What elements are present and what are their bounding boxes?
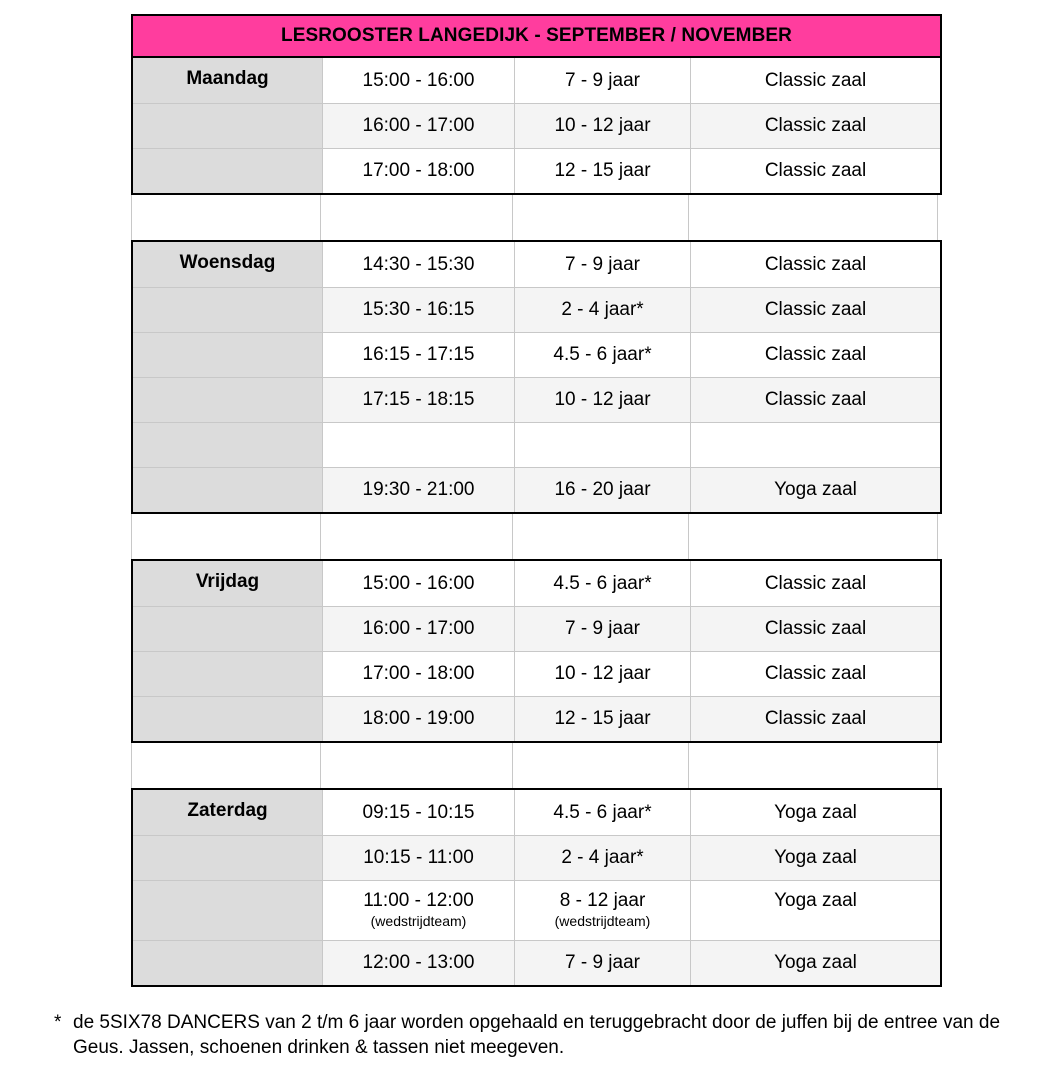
spacer-row bbox=[131, 743, 942, 788]
age-cell-text: 12 - 15 jaar bbox=[554, 708, 651, 729]
room-cell bbox=[690, 697, 940, 741]
age-cell bbox=[514, 288, 690, 332]
room-cell-text: Yoga zaal bbox=[774, 952, 857, 973]
time-cell bbox=[322, 468, 514, 512]
day-cell bbox=[133, 836, 322, 880]
day-cell bbox=[133, 697, 322, 741]
room-cell-text: Classic zaal bbox=[764, 160, 867, 181]
time-cell-text: 14:30 - 15:30 bbox=[362, 253, 475, 275]
time-cell bbox=[322, 288, 514, 332]
age-cell bbox=[514, 881, 690, 940]
day-cell bbox=[133, 149, 322, 193]
time-cell bbox=[322, 58, 514, 103]
room-cell-text: Classic zaal bbox=[764, 572, 867, 594]
table-row bbox=[133, 332, 940, 377]
time-cell-text: 12:00 - 13:00 bbox=[362, 952, 475, 973]
age-cell-text: 10 - 12 jaar bbox=[554, 115, 651, 136]
room-cell-text: Classic zaal bbox=[764, 344, 867, 365]
table-row bbox=[133, 242, 940, 287]
time-cell bbox=[322, 790, 514, 835]
room-cell bbox=[690, 58, 940, 103]
time-cell-text: 17:15 - 18:15 bbox=[362, 389, 475, 410]
room-cell bbox=[690, 288, 940, 332]
room-cell-text: Classic zaal bbox=[764, 663, 867, 684]
age-cell-text: 7 - 9 jaar bbox=[565, 618, 640, 639]
room-cell-text: Yoga zaal bbox=[774, 479, 857, 500]
time-cell bbox=[322, 378, 514, 422]
day-cell: Woensdag bbox=[133, 242, 322, 287]
age-cell-text: 2 - 4 jaar* bbox=[561, 847, 644, 868]
table-row bbox=[133, 377, 940, 422]
age-cell-text: 10 - 12 jaar bbox=[554, 389, 651, 410]
day-cell bbox=[133, 288, 322, 332]
footnote-marker: * bbox=[54, 1012, 62, 1033]
time-cell-text: 18:00 - 19:00 bbox=[362, 708, 475, 729]
day-cell bbox=[133, 881, 322, 940]
time-cell-text: 16:00 - 17:00 bbox=[362, 618, 475, 639]
day-group bbox=[131, 240, 942, 514]
empty-cell bbox=[131, 195, 320, 240]
table-row bbox=[133, 651, 940, 696]
room-cell-text: Classic zaal bbox=[764, 115, 867, 136]
empty-cell bbox=[131, 743, 320, 788]
room-cell bbox=[690, 607, 940, 651]
time-cell bbox=[322, 104, 514, 148]
time-cell-text: 09:15 - 10:15 bbox=[362, 801, 475, 823]
time-cell-text: 15:00 - 16:00 bbox=[362, 69, 475, 91]
empty-cell bbox=[512, 743, 688, 788]
table-row bbox=[133, 287, 940, 332]
time-cell-text: 17:00 - 18:00 bbox=[362, 663, 475, 684]
spacer-row bbox=[131, 195, 942, 240]
room-cell bbox=[690, 104, 940, 148]
time-cell-text: 16:00 - 17:00 bbox=[362, 115, 475, 136]
empty-cell bbox=[688, 743, 938, 788]
time-cell bbox=[322, 697, 514, 741]
day-cell: Maandag bbox=[133, 58, 322, 103]
age-cell-text: 8 - 12 jaar bbox=[559, 890, 646, 911]
room-cell-text: Classic zaal bbox=[764, 299, 867, 320]
table-row bbox=[133, 835, 940, 880]
room-cell bbox=[690, 881, 940, 940]
time-cell-text: 15:00 - 16:00 bbox=[362, 572, 475, 594]
day-cell bbox=[133, 652, 322, 696]
schedule-table bbox=[131, 14, 942, 987]
age-cell-text: 12 - 15 jaar bbox=[554, 160, 651, 181]
time-cell bbox=[322, 607, 514, 651]
table-row bbox=[133, 148, 940, 193]
empty-cell bbox=[320, 514, 512, 559]
age-cell bbox=[514, 468, 690, 512]
day-group bbox=[131, 788, 942, 987]
age-cell bbox=[514, 941, 690, 985]
time-cell bbox=[322, 836, 514, 880]
room-cell-text: Classic zaal bbox=[764, 618, 867, 639]
room-cell-text: Yoga zaal bbox=[774, 847, 857, 868]
empty-cell bbox=[320, 743, 512, 788]
empty-cell bbox=[512, 195, 688, 240]
day-cell bbox=[133, 333, 322, 377]
age-cell bbox=[514, 652, 690, 696]
age-cell bbox=[514, 561, 690, 606]
empty-cell bbox=[320, 195, 512, 240]
age-cell-text: 7 - 9 jaar bbox=[565, 69, 640, 91]
age-cell-text: 4.5 - 6 jaar* bbox=[553, 801, 652, 823]
spacer-row bbox=[131, 514, 942, 559]
time-cell-text: 10:15 - 11:00 bbox=[363, 847, 474, 868]
table-row bbox=[133, 790, 940, 835]
room-cell-text: Classic zaal bbox=[764, 708, 867, 729]
age-cell bbox=[514, 242, 690, 287]
day-group bbox=[131, 58, 942, 195]
age-cell bbox=[514, 378, 690, 422]
time-cell bbox=[322, 242, 514, 287]
time-cell bbox=[322, 652, 514, 696]
time-cell-text: 11:00 - 12:00 bbox=[363, 890, 474, 911]
empty-cell bbox=[688, 195, 938, 240]
room-cell bbox=[690, 941, 940, 985]
time-cell-text: 17:00 - 18:00 bbox=[362, 160, 475, 181]
age-cell bbox=[514, 423, 690, 467]
table-row bbox=[133, 880, 940, 940]
age-cell bbox=[514, 836, 690, 880]
age-cell-text: 10 - 12 jaar bbox=[554, 663, 651, 684]
room-cell bbox=[690, 333, 940, 377]
room-cell bbox=[690, 790, 940, 835]
room-cell-text: Yoga zaal bbox=[774, 890, 857, 911]
room-cell-text: Yoga zaal bbox=[774, 801, 857, 823]
room-cell-text: Classic zaal bbox=[764, 69, 867, 91]
day-cell bbox=[133, 607, 322, 651]
age-cell-text: 16 - 20 jaar bbox=[554, 479, 651, 500]
room-cell bbox=[690, 468, 940, 512]
time-cell-text: 15:30 - 16:15 bbox=[362, 299, 475, 320]
day-group bbox=[131, 559, 942, 743]
room-cell bbox=[690, 836, 940, 880]
day-cell bbox=[133, 104, 322, 148]
age-cell bbox=[514, 697, 690, 741]
room-cell bbox=[690, 423, 940, 467]
age-cell-text: 4.5 - 6 jaar* bbox=[553, 572, 652, 594]
room-cell bbox=[690, 561, 940, 606]
empty-cell bbox=[688, 514, 938, 559]
schedule-body bbox=[131, 58, 942, 987]
age-cell bbox=[514, 790, 690, 835]
day-cell: Zaterdag bbox=[133, 790, 322, 835]
time-cell bbox=[322, 941, 514, 985]
day-cell bbox=[133, 378, 322, 422]
empty-cell bbox=[131, 514, 320, 559]
room-cell bbox=[690, 242, 940, 287]
age-cell-note: (wedstrijdteam) bbox=[554, 913, 651, 929]
table-row bbox=[133, 58, 940, 103]
day-cell bbox=[133, 423, 322, 467]
age-cell-text: 7 - 9 jaar bbox=[565, 253, 640, 275]
footnote bbox=[54, 1010, 1024, 1060]
time-cell bbox=[322, 423, 514, 467]
age-cell bbox=[514, 104, 690, 148]
age-cell bbox=[514, 149, 690, 193]
time-cell bbox=[322, 149, 514, 193]
table-row bbox=[133, 467, 940, 512]
table-row bbox=[133, 696, 940, 741]
time-cell-note: (wedstrijdteam) bbox=[370, 913, 467, 929]
table-row bbox=[133, 422, 940, 467]
empty-cell bbox=[512, 514, 688, 559]
age-cell-text: 4.5 - 6 jaar* bbox=[553, 344, 652, 365]
room-cell-text: Classic zaal bbox=[764, 389, 867, 410]
footnote-text: de 5SIX78 DANCERS van 2 t/m 6 jaar worden opgehaald en teruggebracht door de juffen bij de entree van de Geus. Jassen, schoenen drinken & tassen niet meegeven. bbox=[73, 1012, 1001, 1058]
room-cell bbox=[690, 149, 940, 193]
time-cell bbox=[322, 333, 514, 377]
table-row bbox=[133, 940, 940, 985]
room-cell bbox=[690, 652, 940, 696]
age-cell bbox=[514, 607, 690, 651]
day-cell bbox=[133, 468, 322, 512]
age-cell-text: 2 - 4 jaar* bbox=[561, 299, 644, 320]
time-cell bbox=[322, 561, 514, 606]
time-cell-text: 16:15 - 17:15 bbox=[362, 344, 475, 365]
age-cell bbox=[514, 333, 690, 377]
room-cell-text: Classic zaal bbox=[764, 253, 867, 275]
schedule-title: LESROOSTER LANGEDIJK - SEPTEMBER / NOVEMBER bbox=[131, 14, 942, 58]
age-cell-text: 7 - 9 jaar bbox=[565, 952, 640, 973]
table-row bbox=[133, 606, 940, 651]
time-cell-text: 19:30 - 21:00 bbox=[362, 479, 475, 500]
time-cell bbox=[322, 881, 514, 940]
room-cell bbox=[690, 378, 940, 422]
day-cell bbox=[133, 941, 322, 985]
table-row bbox=[133, 561, 940, 606]
table-row bbox=[133, 103, 940, 148]
age-cell bbox=[514, 58, 690, 103]
day-cell: Vrijdag bbox=[133, 561, 322, 606]
